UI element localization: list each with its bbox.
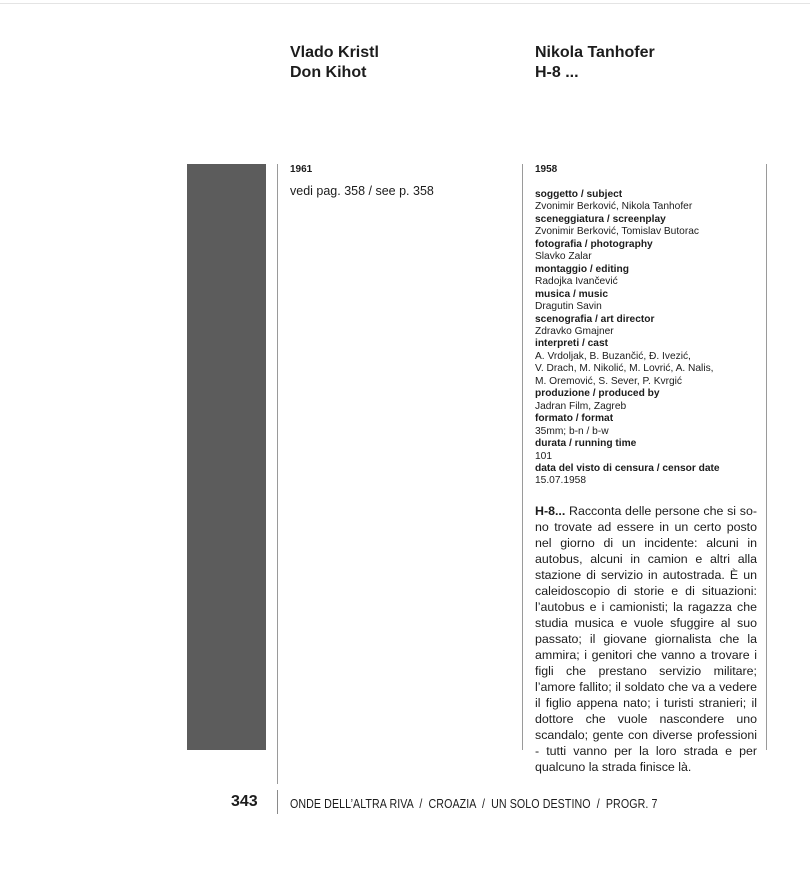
credit-names: Radojka Ivančević: [535, 276, 618, 288]
credit-names: Zvonimir Berković, Tomislav Butorac: [535, 226, 699, 238]
see-page-reference: vedi pag. 358 / see p. 358: [290, 184, 434, 198]
credit-role: interpreti / cast: [535, 338, 609, 350]
synopsis-text: Racconta delle persone che si sono trovate ad essere in un certo posto nel giorno di un incidente: alcuni in autobus, alcuni in camion e altri alla stazione di servizio in autostrada. È un caleidoscopio di storie e di situazioni: l’autobus e i camionisti; la ragazza che studia musica e vuole sfuggire al suo passato; il giovane giornalista che la ammira; i genitori che vanno a trovare i figli che prestano servizio militare; l’amore fallito; il soldato che va a vedere il figlio appena nato; i turisti stranieri; il dottore che vuole nascondere uno scandalo; gente con diverse professioni - tutti vanno per la loro strada e per qualcuno la strada finisce là.: [535, 504, 757, 774]
right-title: H-8 ...: [535, 64, 579, 81]
gray-side-bar: [187, 164, 266, 750]
credit-names: Slavko Zalar: [535, 251, 592, 263]
credit-role: produzione / produced by: [535, 388, 660, 400]
synopsis-title: H-8...: [535, 504, 566, 518]
left-column-rule: [277, 164, 278, 784]
right-column-rule: [766, 164, 767, 750]
credit-role: montaggio / editing: [535, 263, 629, 275]
credit-role: formato / format: [535, 413, 614, 425]
credits-list: [535, 189, 760, 488]
credit-role: sceneggiatura / screenplay: [535, 213, 666, 225]
credit-names: 15.07.1958: [535, 475, 586, 487]
credit-names: Jadran Film, Zagreb: [535, 400, 627, 412]
right-film-header: [535, 43, 655, 83]
top-edge-line: [0, 3, 810, 4]
credit-role: scenografia / art director: [535, 313, 655, 325]
left-film-header: [290, 43, 379, 83]
left-director: Vlado Kristl: [290, 44, 379, 61]
credit-role: soggetto / subject: [535, 189, 623, 200]
running-title: ONDE DELL’ALTRA RIVA / CROAZIA / UN SOLO DESTINO / PROGR. 7: [290, 796, 658, 811]
credit-names: Zvonimir Berković, Nikola Tanhofer: [535, 201, 693, 213]
credit-names: Zdravko Gmajner: [535, 325, 614, 337]
footer-divider: [277, 790, 278, 814]
credit-names: V. Drach, M. Nikolić, M. Lovrić, A. Nalis,: [535, 363, 714, 375]
left-title: Don Kihot: [290, 64, 367, 81]
page-number: 343: [231, 793, 258, 810]
left-year: 1961: [290, 164, 313, 175]
right-year: 1958: [535, 164, 558, 175]
credit-names: 101: [535, 450, 552, 462]
credit-role: musica / music: [535, 288, 609, 300]
right-director: Nikola Tanhofer: [535, 44, 655, 61]
credit-names: 35mm; b-n / b-w: [535, 425, 609, 437]
credit-names: M. Oremović, S. Sever, P. Kvrgić: [535, 375, 683, 387]
middle-column-rule: [522, 164, 523, 750]
credit-names: Dragutin Savin: [535, 301, 602, 313]
credit-role: data del visto di censura / censor date: [535, 462, 720, 474]
credit-names: A. Vrdoljak, B. Buzančić, Đ. Ivezić,: [535, 350, 691, 362]
credit-role: durata / running time: [535, 438, 637, 450]
credit-role: fotografia / photography: [535, 238, 653, 250]
synopsis: [535, 503, 757, 775]
